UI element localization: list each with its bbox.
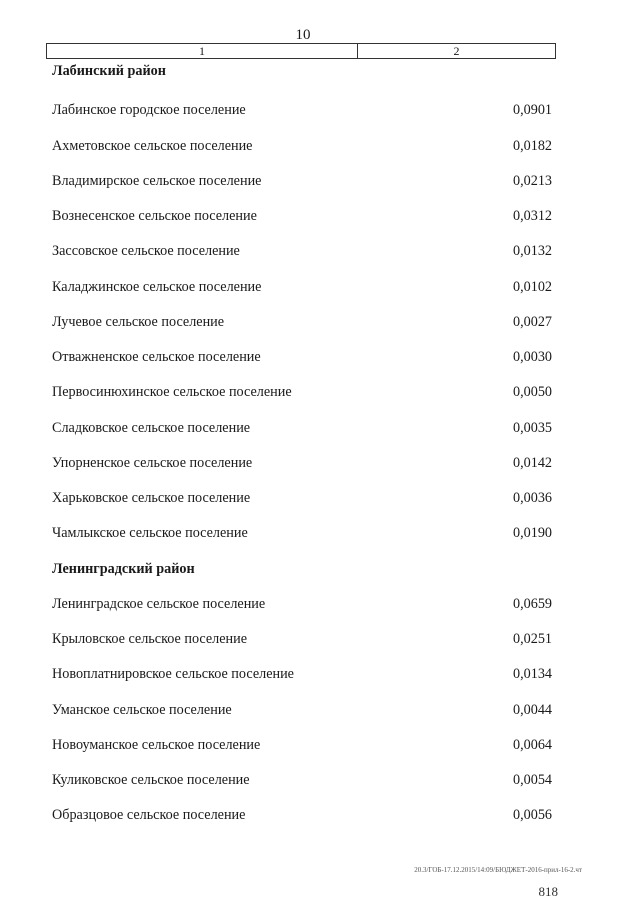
table-row bbox=[50, 306, 552, 341]
page-number: 10 bbox=[295, 27, 311, 43]
table-row bbox=[50, 694, 552, 729]
table-row bbox=[50, 517, 552, 552]
district-name: Лабинский район bbox=[52, 63, 166, 79]
table-row bbox=[50, 658, 552, 693]
settlement-name: Образцовое сельское поселение bbox=[52, 807, 246, 824]
settlement-name: Владимирское сельское поселение bbox=[52, 172, 262, 189]
settlement-value: 0,0035 bbox=[512, 419, 552, 436]
settlement-name: Новоуманское сельское поселение bbox=[52, 736, 261, 753]
settlement-name: Ахметовское сельское поселение bbox=[52, 137, 253, 154]
settlement-value: 0,0659 bbox=[512, 595, 552, 612]
settlement-value: 0,0182 bbox=[512, 137, 552, 154]
settlement-table bbox=[50, 59, 552, 835]
settlement-value: 0,0142 bbox=[512, 454, 552, 471]
document-page-total: 818 bbox=[538, 884, 558, 899]
settlement-name: Харьковское сельское поселение bbox=[52, 490, 251, 506]
document-stamp: 20.3/ГОБ-17.12.2015/14:09/БЮДЖЕТ-2016-прил-16-2.чт bbox=[414, 866, 582, 874]
table-row bbox=[50, 588, 552, 623]
settlement-value: 0,0312 bbox=[512, 208, 552, 224]
settlement-value: 0,0251 bbox=[512, 631, 552, 647]
settlement-value: 0,0213 bbox=[512, 172, 552, 189]
settlement-name: Лучевое сельское поселение bbox=[52, 313, 225, 330]
settlement-name: Отважненское сельское поселение bbox=[52, 349, 261, 365]
district-heading-row bbox=[50, 553, 552, 588]
column-header-2: 2 bbox=[453, 44, 460, 58]
settlement-name: Куликовское сельское поселение bbox=[52, 772, 250, 788]
settlement-value: 0,0056 bbox=[512, 807, 552, 824]
table-row bbox=[50, 271, 552, 306]
settlement-value: 0,0027 bbox=[512, 313, 552, 330]
settlement-name: Сладковское сельское поселение bbox=[52, 419, 251, 436]
table-column-header bbox=[46, 43, 556, 59]
settlement-value: 0,0054 bbox=[512, 772, 552, 788]
settlement-value: 0,0030 bbox=[512, 349, 552, 365]
settlement-name: Вознесенское сельское поселение bbox=[52, 208, 257, 224]
table-row bbox=[50, 130, 552, 165]
settlement-name: Крыловское сельское поселение bbox=[52, 631, 248, 647]
settlement-value: 0,0102 bbox=[512, 278, 552, 295]
settlement-name: Первосинюхинское сельское поселение bbox=[52, 384, 292, 401]
settlement-name: Каладжинское сельское поселение bbox=[52, 278, 262, 295]
settlement-value: 0,0050 bbox=[512, 384, 552, 401]
table-row bbox=[50, 764, 552, 799]
table-row bbox=[50, 165, 552, 200]
settlement-name: Чамлыкское сельское поселение bbox=[52, 525, 248, 542]
table-row bbox=[50, 200, 552, 235]
table-row bbox=[50, 447, 552, 482]
settlement-name: Ленинградское сельское поселение bbox=[52, 595, 266, 612]
settlement-value: 0,0036 bbox=[512, 490, 552, 506]
table-row bbox=[50, 623, 552, 658]
settlement-value: 0,0901 bbox=[512, 102, 552, 119]
settlement-name: Уманское сельское поселение bbox=[52, 701, 232, 718]
table-row bbox=[50, 799, 552, 834]
district-name: Ленинградский район bbox=[52, 560, 195, 577]
table-row bbox=[50, 235, 552, 270]
settlement-name: Лабинское городское поселение bbox=[52, 102, 246, 119]
table-row bbox=[50, 341, 552, 376]
settlement-name: Новоплатнировское сельское поселение bbox=[52, 666, 294, 683]
settlement-value: 0,0064 bbox=[512, 736, 552, 753]
settlement-value: 0,0044 bbox=[512, 701, 552, 718]
column-header-1: 1 bbox=[47, 44, 358, 58]
table-row bbox=[50, 482, 552, 517]
table-row bbox=[50, 376, 552, 411]
settlement-name: Упорненское сельское поселение bbox=[52, 454, 253, 471]
district-heading-row bbox=[50, 59, 552, 94]
table-row bbox=[50, 412, 552, 447]
settlement-value: 0,0190 bbox=[512, 525, 552, 542]
settlement-value: 0,0134 bbox=[512, 666, 552, 683]
settlement-value: 0,0132 bbox=[512, 243, 552, 260]
settlement-name: Зассовское сельское поселение bbox=[52, 243, 240, 260]
table-row bbox=[50, 94, 552, 129]
table-row bbox=[50, 729, 552, 764]
